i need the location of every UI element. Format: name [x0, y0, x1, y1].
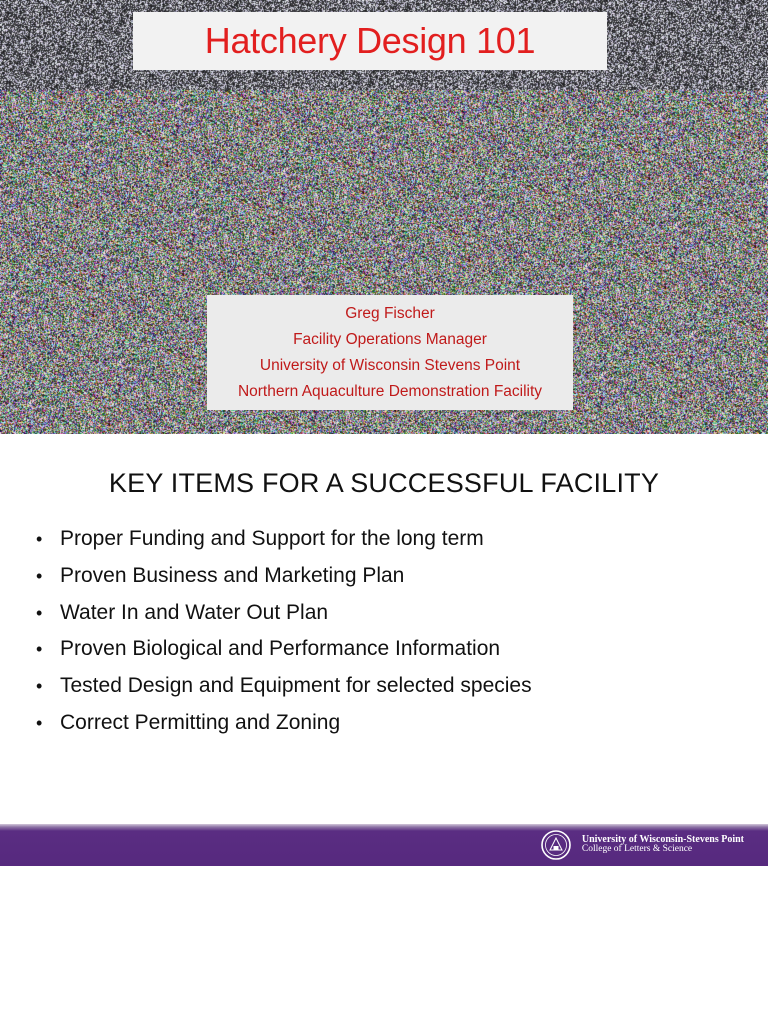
- bullet-text: Proven Business and Marketing Plan: [60, 563, 405, 587]
- university-seal-icon: [538, 829, 574, 861]
- bullet-icon: •: [36, 676, 43, 697]
- bullet-text: Proper Funding and Support for the long term: [60, 527, 484, 550]
- content-slide: [0, 434, 768, 866]
- list-item: [36, 674, 532, 711]
- content-slide-heading: KEY ITEMS FOR A SUCCESSFUL FACILITY: [108, 468, 660, 498]
- list-item: [36, 601, 532, 638]
- bullet-icon: •: [36, 712, 43, 733]
- bullet-text: Water In and Water Out Plan: [60, 600, 329, 624]
- bullet-text: Proven Biological and Performance Information: [60, 637, 501, 661]
- list-item: [36, 711, 532, 748]
- bullet-icon: •: [36, 602, 43, 623]
- list-item: [36, 564, 532, 601]
- title-slide: [0, 0, 768, 434]
- bullet-text: Correct Permitting and Zoning: [60, 710, 341, 734]
- footer-college-name: College of Letters & Science: [581, 844, 693, 855]
- presenter-info-box: [207, 295, 573, 410]
- bullet-icon: •: [36, 529, 43, 549]
- bullet-icon: •: [36, 565, 43, 586]
- bullet-text: Tested Design and Equipment for selected species: [60, 674, 532, 698]
- presenter-facility: Northern Aquaculture Demonstration Facility: [237, 382, 543, 400]
- slide-title: Hatchery Design 101: [204, 20, 536, 61]
- title-box: [133, 12, 607, 70]
- presenter-university: University of Wisconsin Stevens Point: [259, 356, 521, 374]
- footer-text-block: [582, 835, 744, 855]
- footer-band: [0, 824, 768, 866]
- university-logo: [538, 829, 744, 861]
- presenter-role: Facility Operations Manager: [293, 330, 487, 348]
- presenter-name: Greg Fischer: [345, 304, 435, 322]
- bullet-icon: •: [36, 639, 43, 660]
- list-item: [36, 527, 532, 564]
- bullet-list: [36, 527, 532, 748]
- list-item: [36, 637, 532, 674]
- footer-university-name: University of Wisconsin-Stevens Point: [581, 833, 744, 845]
